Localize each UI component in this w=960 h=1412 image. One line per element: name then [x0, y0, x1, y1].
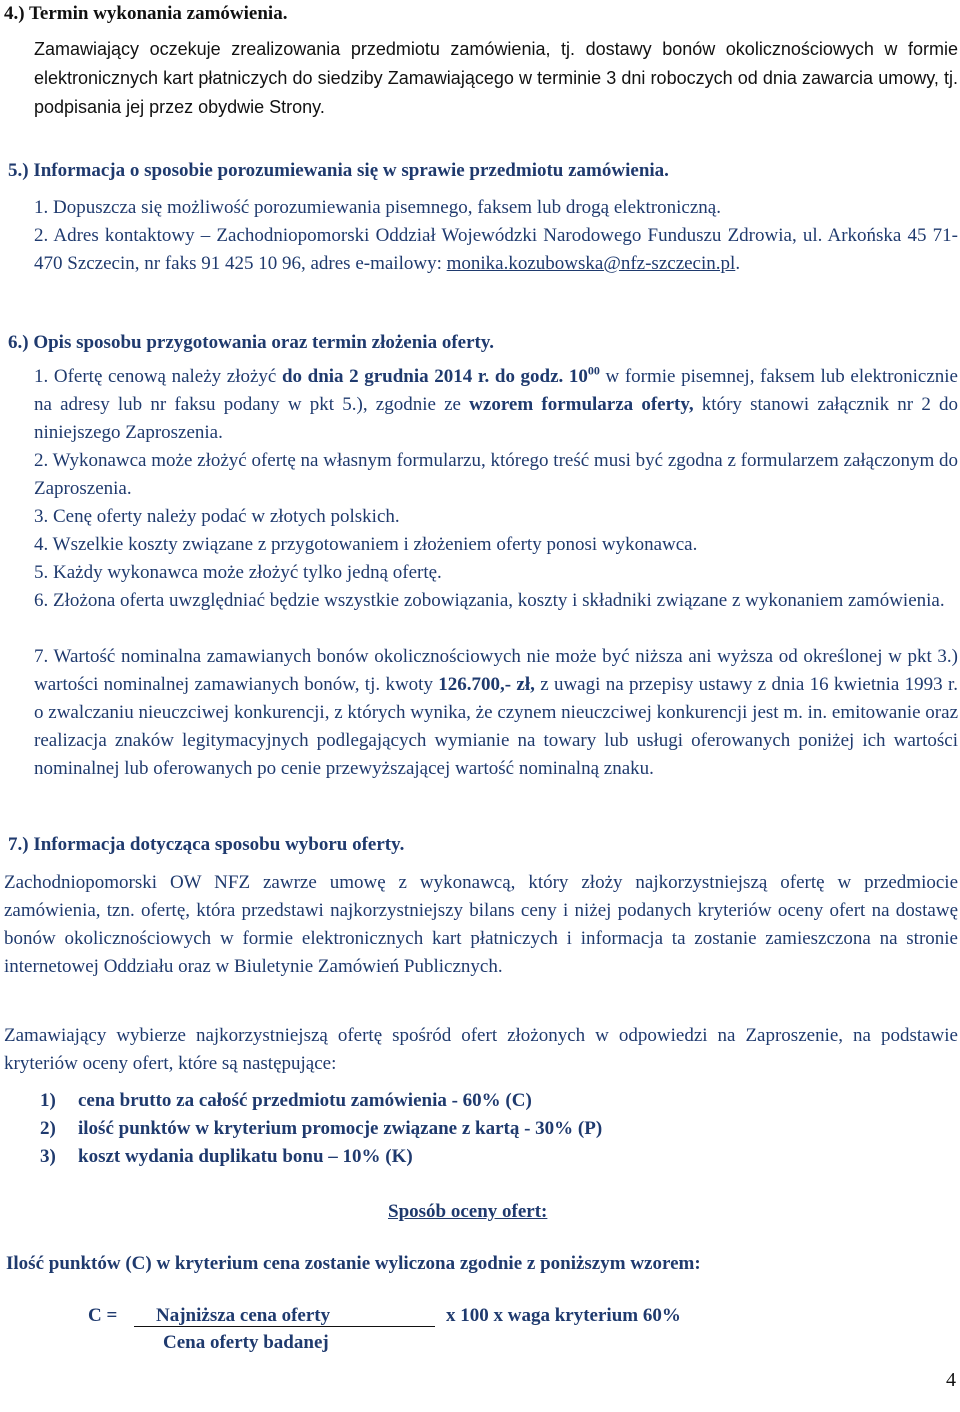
criterion-3-number: 3)	[40, 1146, 56, 1167]
item-7-text-a: 7. Wartość nominalna zamawianych bonów okolicznościowych nie może być niższa ani wyższa od określonej w pkt 3.) wartości nominalnej zamawianych bonów, tj. kwoty	[34, 646, 958, 695]
formula-denominator: Cena oferty badanej	[163, 1332, 329, 1353]
criterion-1-text: cena brutto za całość przedmiotu zamówienia - 60% (C)	[78, 1090, 532, 1111]
item-7-text-c: z uwagi na przepisy ustawy z dnia 16 kwietnia 1993 r. o zwalczaniu nieuczciwej konkurencji, z których wynika, że czynem nieuczciwej konkurencji jest m. in. emitowanie oraz realizacja znaków legitymacyjnych podlegających wymianie na towary lub usługi oferowanych poniżej ich wartości nominalnej lub oferowanych po cenie przewyższającej wartość nominalną znaku.	[34, 674, 958, 779]
section-7-heading: 7.) Informacja dotycząca sposobu wyboru oferty.	[8, 834, 405, 855]
email-period: .	[735, 253, 741, 274]
section-4-heading: 4.) Termin wykonania zamówienia.	[4, 3, 288, 24]
section-6-item-3: 3. Cenę oferty należy podać w złotych polskich.	[34, 506, 400, 527]
criterion-3	[40, 1143, 413, 1171]
criterion-2	[40, 1115, 602, 1143]
contact-email-link[interactable]: monika.kozubowska@nfz-szczecin.pl	[446, 253, 736, 274]
section-6-item-1	[34, 363, 958, 447]
section-6-item-5: 5. Każdy wykonawca może złożyć tylko jedną ofertę.	[34, 562, 442, 583]
price-criterion-heading: Ilość punktów (C) w kryterium cena zostanie wyliczona zgodnie z poniższym wzorem:	[6, 1253, 701, 1274]
section-6-heading: 6.) Opis sposobu przygotowania oraz termin złożenia oferty.	[8, 332, 495, 353]
section-6-item-4: 4. Wszelkie koszty związane z przygotowaniem i złożeniem oferty ponosi wykonawca.	[34, 534, 698, 555]
item-1-text-a: 1. Ofertę cenową należy złożyć	[34, 366, 282, 387]
section-6-item-2: 2. Wykonawca może złożyć ofertę na własnym formularzu, którego treść musi być zgodna z formularzem załączonym do Zaproszenia.	[34, 450, 958, 499]
form-template-reference: wzorem formularza oferty,	[469, 394, 694, 415]
formula-multiplier: x 100 x waga kryterium 60%	[446, 1305, 681, 1326]
section-5-item-1: 1. Dopuszcza się możliwość porozumiewania pisemnego, faksem lub drogą elektroniczną.	[34, 197, 721, 218]
section-5-heading: 5.) Informacja o sposobie porozumiewania się w sprawie przedmiotu zamówienia.	[8, 160, 669, 181]
item-1-text-c: w formie pisemnej, faksem lub elektronicznie na adresy lub nr faksu podany w pkt 5.), zgodnie ze	[34, 366, 958, 415]
section-4-text: Zamawiający oczekuje zrealizowania przedmiotu zamówienia, tj. dostawy bonów okolicznościowych w formie elektronicznych kart płatniczych do siedziby Zamawiającego w terminie 3 dni roboczych od dnia zawarcia umowy, tj. podpisania jej przez obydwie Strony.	[34, 39, 958, 117]
formula-numerator: Najniższa cena oferty	[156, 1305, 331, 1326]
item-1-text-e: który stanowi załącznik nr 2 do niniejszego Zaproszenia.	[34, 394, 959, 443]
section-7-paragraph-1: Zachodniopomorski OW NFZ zawrze umowę z wykonawcą, który złoży najkorzystniejszą ofertę w przedmiocie zamówienia, tzn. ofertę, która przedstawi najkorzystniejszy bilans ceny i niżej podanych kryteriów oceny ofert na dostawę bonów okolicznościowych w formie elektronicznych kart płatniczych i informacja ta zostanie zamieszczona na stronie internetowej Oddziału oraz w Biuletynie Zamówień Publicznych.	[4, 872, 958, 977]
criterion-1-number: 1)	[40, 1090, 56, 1111]
criterion-1	[40, 1087, 532, 1115]
section-6-item-7	[34, 643, 958, 783]
criterion-2-text: ilość punktów w kryterium promocje związane z kartą - 30% (P)	[78, 1118, 603, 1139]
formula-lhs: C =	[88, 1305, 118, 1326]
section-7-paragraph-2: Zamawiający wybierze najkorzystniejszą ofertę spośród ofert złożonych w odpowiedzi na Zaproszenie, na podstawie kryteriów oceny ofert, które są następujące:	[4, 1025, 958, 1074]
criterion-2-number: 2)	[40, 1118, 56, 1139]
section-5-item-2	[34, 222, 958, 278]
deadline-date: do dnia 2 grudnia 2014 r. do godz. 10	[281, 366, 588, 387]
deadline-minutes: 00	[587, 363, 600, 378]
amount-value: 126.700,- zł,	[438, 674, 535, 695]
method-heading: Sposób oceny ofert:	[388, 1201, 548, 1222]
section-5-item-2-text: 2. Adres kontaktowy – Zachodniopomorski Oddział Wojewódzki Narodowego Funduszu Zdrowia, ul. Arkońska 45 71-470 Szczecin, nr faks 91 425 10 96, adres e-mailowy:	[34, 225, 958, 274]
section-6-item-6: 6. Złożona oferta uwzględniać będzie wszystkie zobowiązania, koszty i składniki związane z wykonaniem zamówienia.	[34, 590, 945, 611]
criterion-3-text: koszt wydania duplikatu bonu – 10% (K)	[78, 1146, 413, 1167]
fraction-bar	[134, 1326, 435, 1327]
page-number: 4	[946, 1369, 956, 1391]
